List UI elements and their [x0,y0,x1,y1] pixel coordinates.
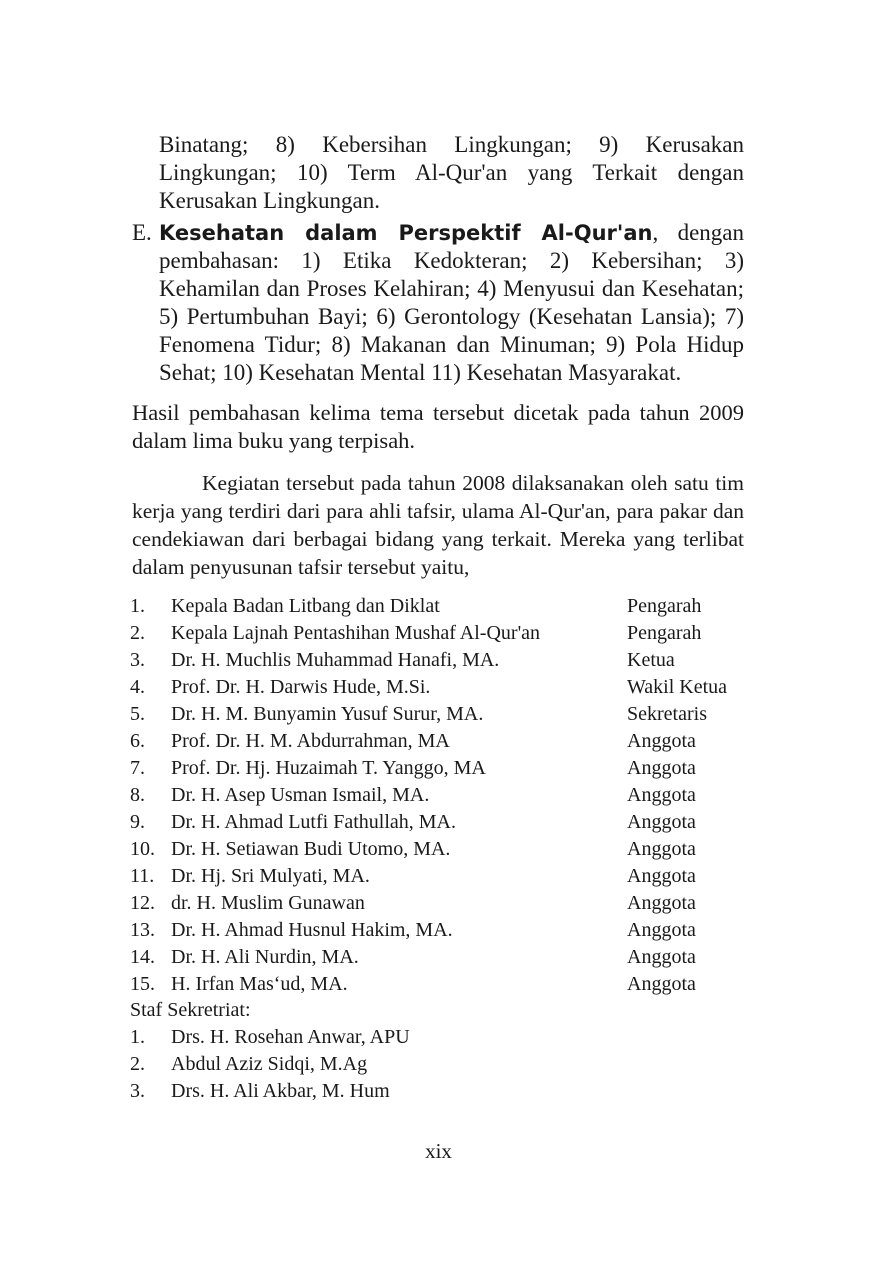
team-member-row [130,620,750,647]
list-item-continuation [132,131,744,215]
list-number: 2. [130,622,145,644]
team-member-row [130,701,750,728]
paragraph-team-intro: Kegiatan tersebut pada tahun 2008 dilaksanakan oleh satu tim kerja yang terdiri dari para ahli tafsir, ulama Al-Qur'an, para pakar dan cendekiawan dari berbagai bidang yang terkait. Mereka yang terlibat dalam penyusunan tafsir tersebut yaitu, [132,471,744,579]
list-number: 9. [130,811,145,833]
paragraph-result: Hasil pembahasan kelima tema tersebut dicetak pada tahun 2009 dalam lima buku yang terpisah. [132,400,744,453]
member-name: Dr. H. Ahmad Husnul Hakim, MA. [171,919,453,941]
member-name: Prof. Dr. Hj. Huzaimah T. Yanggo, MA [171,757,486,779]
team-member-row [130,809,750,836]
item-e-text: , dengan pembahasan: 1) Etika Kedokteran; 2) Kebersihan; 3) Kehamilan dan Proses Kelahiran; 4) Menyusui dan Kesehatan; 5) Pertumbuhan Bayi; 6) Gerontology (Kesehatan Lansia); 7) Fenomena Tidur; 8) Makanan dan Minuman; 9) Pola Hidup Sehat; 10) Kesehatan Mental 11) Kesehatan Masyarakat. [159,220,744,385]
member-role: Anggota [627,730,696,752]
list-number: 4. [130,676,145,698]
team-member-row [130,593,750,620]
member-name: Kepala Lajnah Pentashihan Mushaf Al-Qur'an [171,622,541,644]
member-role: Anggota [627,838,696,860]
list-number: 1. [130,1026,145,1048]
member-name: Dr. H. Ali Nurdin, MA. [171,946,359,968]
list-number: 14. [130,946,155,968]
member-name: dr. H. Muslim Gunawan [171,892,365,914]
list-number: 13. [130,919,155,941]
page-number: xix [425,1139,452,1163]
team-member-row [130,647,750,674]
item-e-label: E. [132,220,152,245]
list-number: 3. [130,1080,145,1102]
list-number: 2. [130,1053,145,1075]
staff-member-row [130,1051,750,1078]
member-name: H. Irfan Mas‘ud, MA. [171,973,348,995]
member-name: Drs. H. Ali Akbar, M. Hum [171,1080,390,1102]
member-name: Dr. Hj. Sri Mulyati, MA. [171,865,370,887]
team-member-row [130,944,750,971]
member-role: Anggota [627,892,696,914]
member-role: Pengarah [627,595,702,617]
member-role: Anggota [627,865,696,887]
team-list [130,593,750,998]
team-member-row [130,917,750,944]
list-number: 12. [130,892,155,914]
staff-member-row [130,1024,750,1051]
list-number: 15. [130,973,155,995]
member-role: Pengarah [627,622,702,644]
staff-list [130,1024,750,1105]
member-role: Wakil Ketua [627,676,728,698]
list-number: 7. [130,757,145,779]
list-item-e [132,219,744,387]
team-member-row [130,971,750,998]
member-name: Dr. H. Asep Usman Ismail, MA. [171,784,430,806]
member-name: Prof. Dr. H. Darwis Hude, M.Si. [171,676,431,698]
member-role: Sekretaris [627,703,707,725]
member-name: Drs. H. Rosehan Anwar, APU [171,1026,410,1048]
member-role: Anggota [627,919,696,941]
team-member-row [130,728,750,755]
list-number: 8. [130,784,145,806]
list-number: 1. [130,595,145,617]
team-member-row [130,836,750,863]
list-number: 3. [130,649,145,671]
item-e-title: Kesehatan dalam Perspektif Al-Qur'an [159,221,653,245]
member-name: Abdul Aziz Sidqi, M.Ag [171,1053,368,1075]
team-member-row [130,782,750,809]
staff-title: Staf Sekretriat: [130,999,251,1021]
member-name: Prof. Dr. H. M. Abdurrahman, MA [171,730,450,752]
team-member-row [130,863,750,890]
staff-member-row [130,1078,750,1105]
team-member-row [130,674,750,701]
member-name: Dr. H. Muchlis Muhammad Hanafi, MA. [171,649,500,671]
member-role: Anggota [627,784,696,806]
team-member-row [130,890,750,917]
member-name: Kepala Badan Litbang dan Diklat [171,595,440,617]
list-number: 5. [130,703,145,725]
member-name: Dr. H. Setiawan Budi Utomo, MA. [171,838,451,860]
member-role: Anggota [627,811,696,833]
list-number: 10. [130,838,155,860]
member-role: Anggota [627,973,696,995]
member-name: Dr. H. M. Bunyamin Yusuf Surur, MA. [171,703,484,725]
member-role: Anggota [627,757,696,779]
team-member-row [130,755,750,782]
member-role: Ketua [627,649,675,671]
list-number: 11. [130,865,155,887]
member-role: Anggota [627,946,696,968]
list-number: 6. [130,730,145,752]
continuation-text: Binatang; 8) Kebersihan Lingkungan; 9) Kerusakan Lingkungan; 10) Term Al-Qur'an yang Terkait dengan Kerusakan Lingkungan. [159,132,744,213]
member-name: Dr. H. Ahmad Lutfi Fathullah, MA. [171,811,456,833]
item-e-body [159,219,744,387]
